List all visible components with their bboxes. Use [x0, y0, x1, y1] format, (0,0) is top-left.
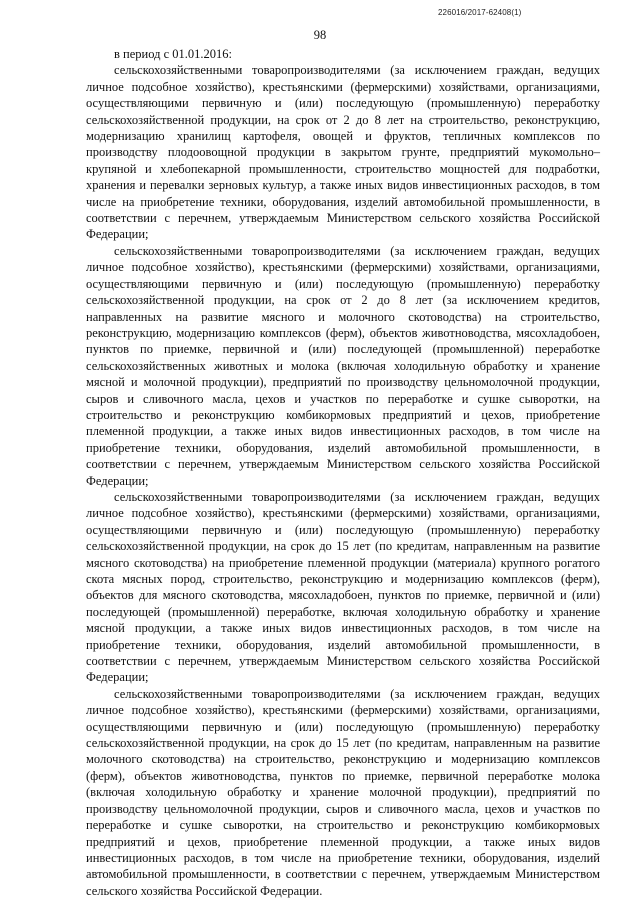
document-number: 226016/2017-62408(1) [438, 8, 522, 17]
paragraph-4: сельскохозяйственными товаропроизводителями (за исключением граждан, ведущих личное подсобное хозяйство), крестьянскими (фермерскими) хозяйствами, организациями, осуществляющими первичную и (или) последующую (промышленную) переработку сельскохозяйственной продукции, на срок до 15 лет (по кредитам, направленным на развитие молочного скотоводства) на строительство, реконструкцию и модернизацию комплексов (ферм), объектов животноводства, пунктов по приемке, первичной переработке молока (включая холодильную обработку и хранение молочной продукции), предприятий по производству цельномолочной продукции, сыров и сливочного масла, цехов и участков по переработке и сушке сыворотки, на строительство и реконструкцию комбикормовых предприятий и цехов, приобретение племенной продукции, а также иных видов инвестиционных расходов, в том числе на приобретение техники, оборудования, изделий автомобильной промышленности, в соответствии с перечнем, утверждаемым Министерством сельского хозяйства Российской Федерации. [86, 686, 600, 898]
intro-line: в период с 01.01.2016: [114, 47, 232, 61]
document-body [86, 46, 600, 899]
paragraph-2: сельскохозяйственными товаропроизводителями (за исключением граждан, ведущих личное подсобное хозяйство), крестьянскими (фермерскими) хозяйствами, организациями, осуществляющими первичную и (или) последующую (промышленную) переработку сельскохозяйственной продукции, на срок от 2 до 8 лет (за исключением кредитов, направленных на развитие мясного и молочного скотоводства) на строительство, реконструкцию, модернизацию комплексов (ферм), объектов животноводства, мясохладобоен, пунктов по приемке, первичной и (или) последующей (промышленной) переработке сельскохозяйственных животных и молока (включая холодильную обработку и хранение мясной и молочной продукции), предприятий по производству цельномолочной продукции, сыров и сливочного масла, цехов и участков по переработке и сушке сыворотки, на строительство и реконструкцию комбикормовых предприятий и цехов, приобретение племенной продукции, а также иных видов инвестиционных расходов, в том числе на приобретение техники, оборудования, изделий автомобильной промышленности, в соответствии с перечнем, утверждаемым Министерством сельского хозяйства Российской Федерации; [86, 243, 600, 488]
page-number: 98 [313, 28, 327, 42]
paragraph-3: сельскохозяйственными товаропроизводителями (за исключением граждан, ведущих личное подсобное хозяйство), крестьянскими (фермерскими) хозяйствами, организациями, осуществляющими первичную и (или) последующую (промышленную) переработку сельскохозяйственной продукции, на срок до 15 лет (по кредитам, направленным на развитие мясного скотоводства) на приобретение племенной продукции (материала) крупного рогатого скота мясных пород, строительство, реконструкцию и модернизацию комплексов (ферм), объектов для мясного скотоводства, мясохладобоен, пунктов по приемке, первичной и (или) последующей (промышленной) переработке, включая холодильную обработку и хранение мясной продукции, а также иных видов инвестиционных расходов, в том числе на приобретение техники, оборудования, изделий автомобильной промышленности, в соответствии с перечнем, утверждаемым Министерством сельского хозяйства Российской Федерации; [86, 489, 600, 685]
paragraph-1: сельскохозяйственными товаропроизводителями (за исключением граждан, ведущих личное подсобное хозяйство), крестьянскими (фермерскими) хозяйствами, организациями, осуществляющими первичную и (или) последующую (промышленную) переработку сельскохозяйственной продукции, на срок от 2 до 8 лет на строительство, реконструкцию, модернизацию хранилищ картофеля, овощей и фруктов, тепличных комплексов по производству плодоовощной продукции в закрытом грунте, предприятий мукомольно–крупяной и хлебопекарной промышленности, строительство мощностей для подработки, хранения и перевалки зерновых культур, а также иных видов инвестиционных расходов, в том числе на приобретение техники, оборудования, изделий автомобильной промышленности, в соответствии с перечнем, утверждаемым Министерством сельского хозяйства Российской Федерации; [86, 63, 600, 242]
